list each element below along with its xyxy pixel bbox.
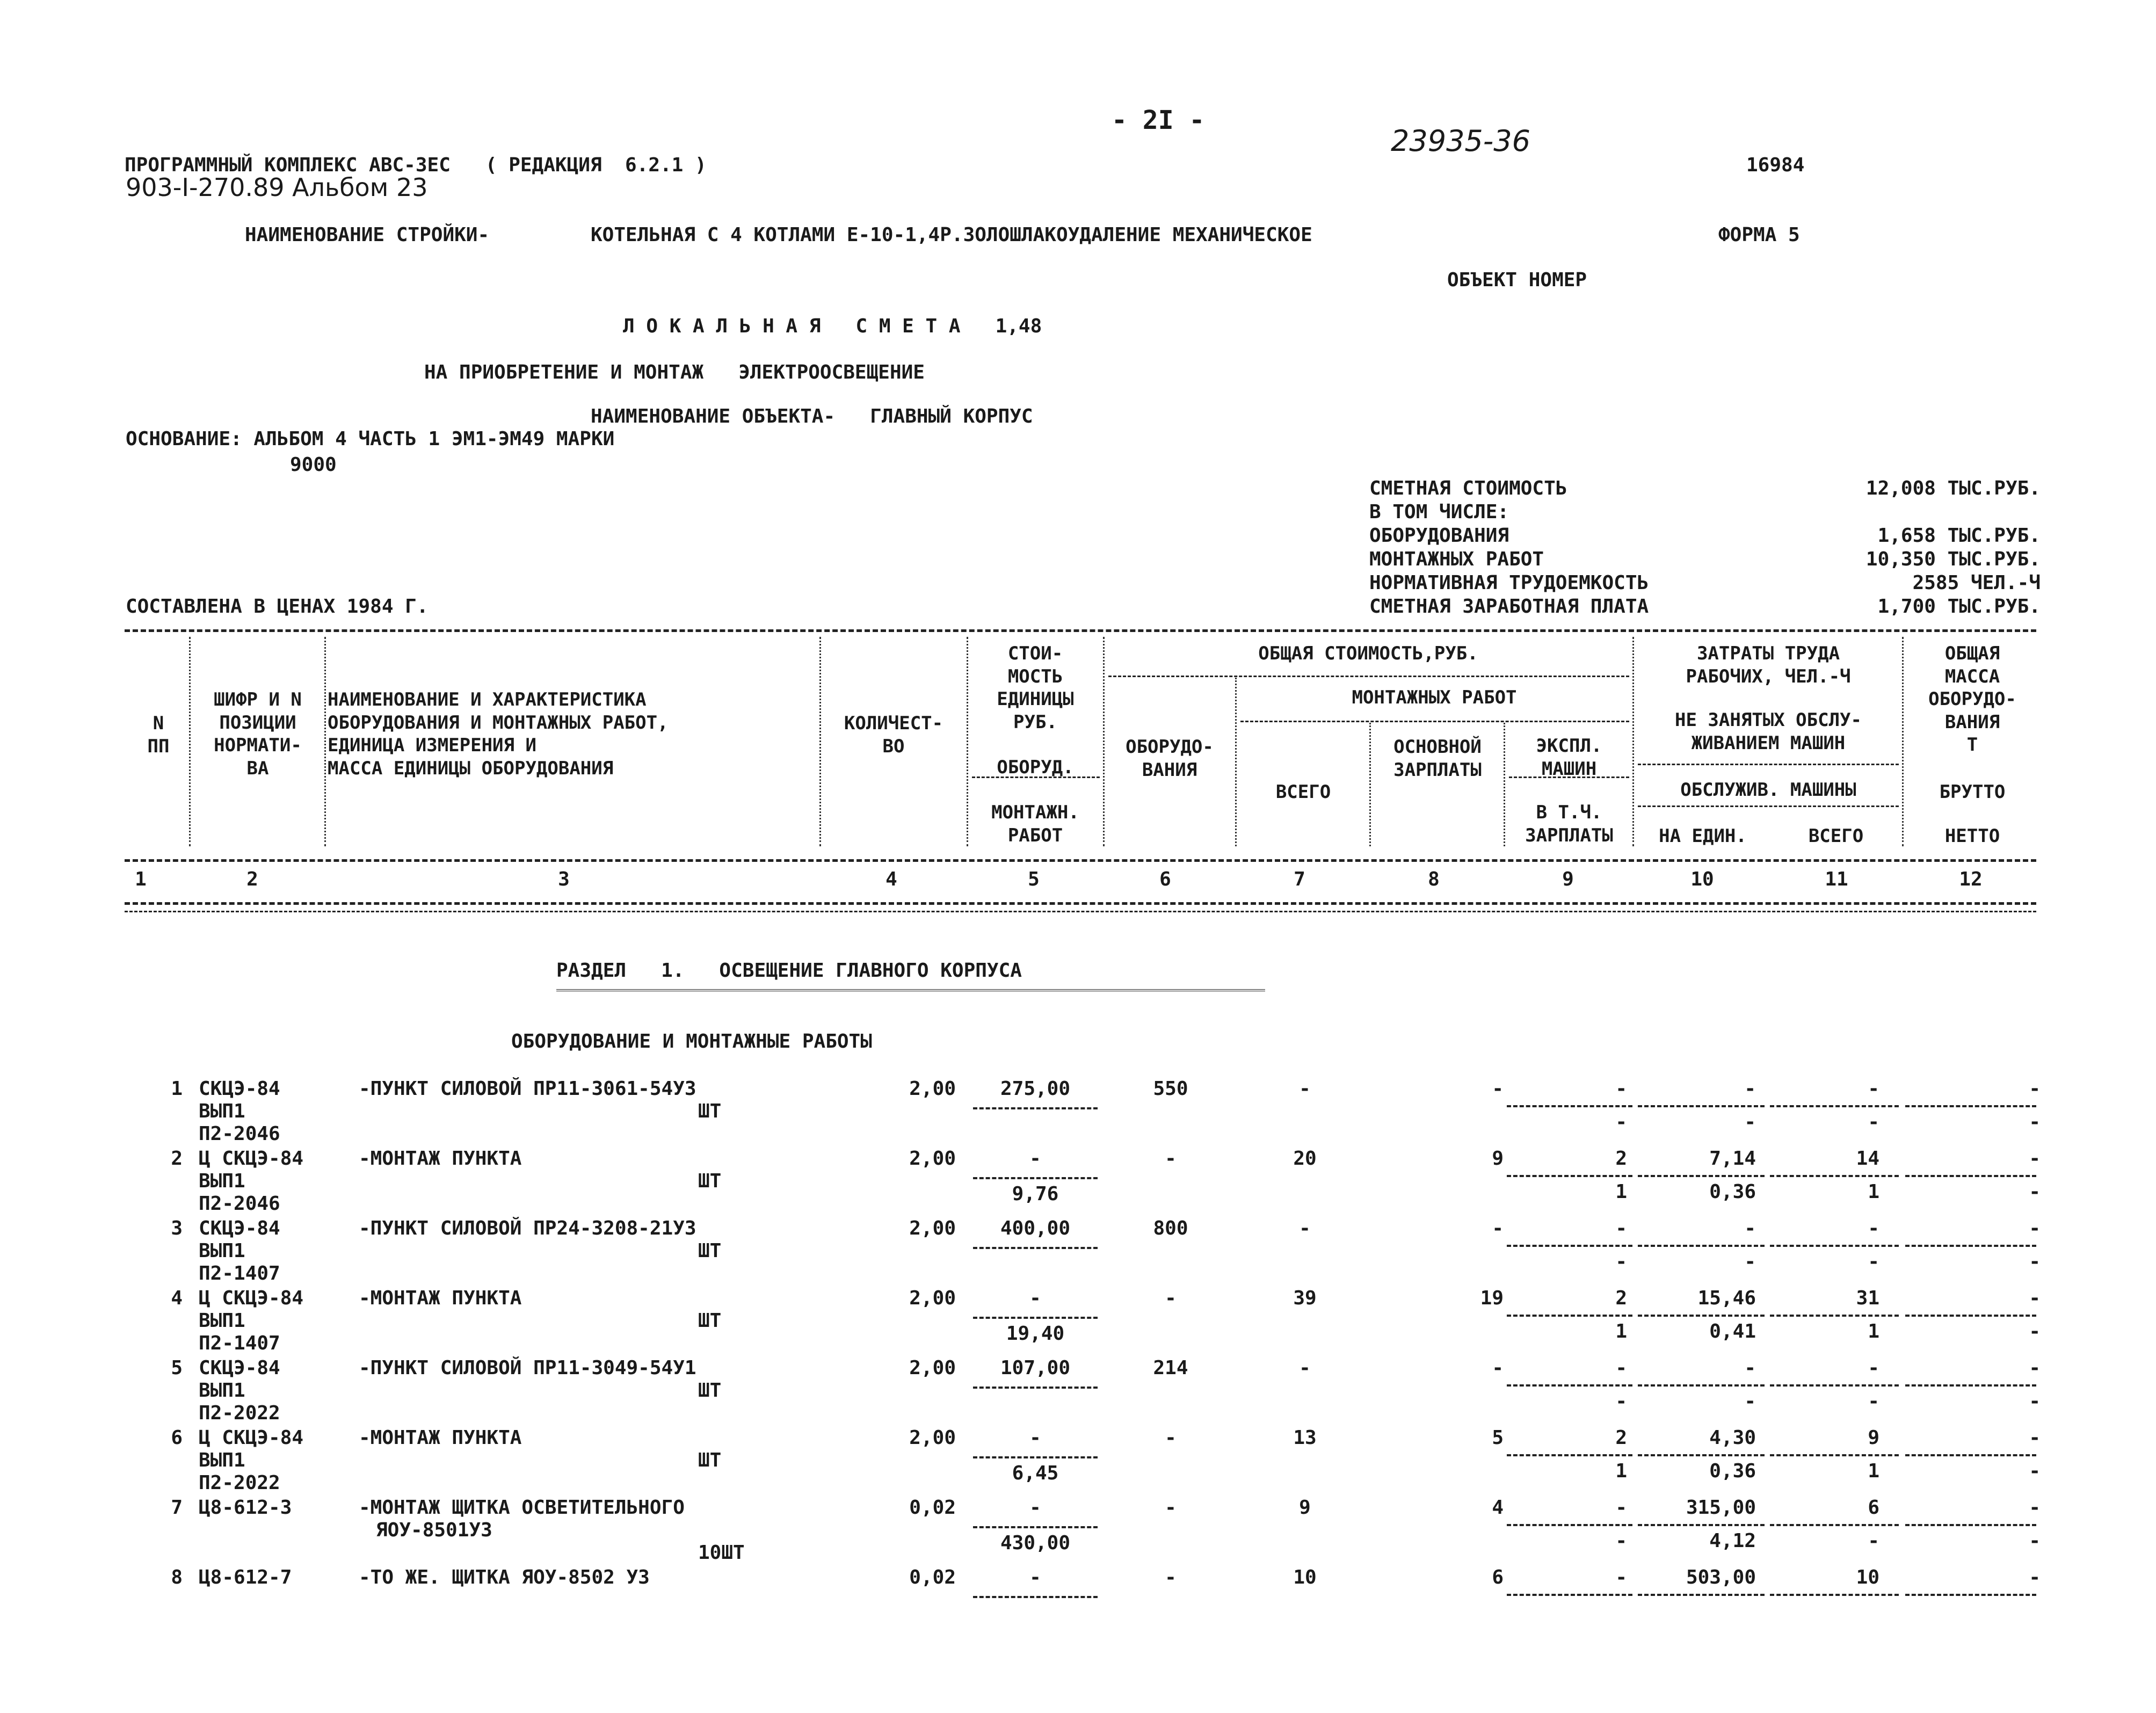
norm-code-line2: ВЫП1 — [199, 1380, 245, 1402]
norm-code: Ц СКЦЭ-84 — [199, 1427, 304, 1449]
header-col-11: ВСЕГО — [1808, 825, 1864, 847]
section-underline — [556, 989, 1265, 991]
column-number: 9 — [1562, 868, 1574, 890]
form-label: ФОРМА 5 — [1718, 224, 1800, 246]
labor-per-unit-machine: 0,36 — [1709, 1181, 1756, 1203]
item-name: -МОНТАЖ ПУНКТА — [359, 1287, 522, 1309]
column-number: 3 — [558, 868, 570, 890]
item-name: -ПУНКТ СИЛОВОЙ ПР11-3061-54У3 — [359, 1078, 696, 1100]
cost-install-total: 10 — [1293, 1566, 1317, 1588]
unit-price-install: 19,40 — [1006, 1323, 1065, 1345]
header-col-9-title: ЭКСПЛ. МАШИН — [1536, 735, 1602, 780]
mass-net: - — [2029, 1460, 2041, 1482]
quantity: 0,02 — [909, 1566, 956, 1588]
norm-code-line2: ВЫП1 — [199, 1100, 245, 1122]
header-top-rule — [125, 629, 2036, 632]
summary-value: 1,700 ТЫС.РУБ. — [1877, 596, 2041, 618]
cost-basic-wage: 6 — [1492, 1566, 1504, 1588]
labor-total: 14 — [1856, 1148, 1879, 1170]
column-number: 4 — [885, 868, 897, 890]
labor-total-machine: - — [1868, 1111, 1879, 1133]
norm-code-line2: ВЫП1 — [199, 1170, 245, 1192]
labor-total: - — [1868, 1217, 1879, 1239]
program-line: ПРОГРАММНЫЙ КОМПЛЕКС АВС-3ЕС ( РЕДАКЦИЯ 6.2.1 ) — [125, 154, 707, 176]
row-number: 4 — [171, 1287, 183, 1309]
cell-divider — [1770, 1245, 1899, 1247]
mass-net: - — [2029, 1530, 2041, 1552]
mass-gross: - — [2029, 1148, 2041, 1170]
cell-divider — [1770, 1454, 1899, 1456]
item-name: -ПУНКТ СИЛОВОЙ ПР24-3208-21У3 — [359, 1217, 696, 1239]
unit-price-install: 6,45 — [1012, 1462, 1059, 1484]
labor-total: - — [1868, 1078, 1879, 1100]
cell-divider — [973, 1177, 1098, 1179]
cost-machinery: - — [1615, 1357, 1627, 1379]
mass-gross: - — [2029, 1078, 2041, 1100]
header-labor-sub2: ОБСЛУЖИВ. МАШИНЫ — [1680, 779, 1856, 801]
basis-line-2: 9000 — [290, 454, 337, 476]
cost-equipment: - — [1165, 1566, 1177, 1588]
labor-total: - — [1868, 1357, 1879, 1379]
summary-value: 10,350 ТЫС.РУБ. — [1865, 548, 2041, 570]
cost-machinery-wage: - — [1615, 1251, 1627, 1273]
summary-label: ОБОРУДОВАНИЯ — [1369, 525, 1509, 547]
cell-divider — [1905, 1105, 2036, 1107]
unit-price-install: 9,76 — [1012, 1183, 1059, 1205]
cost-basic-wage: 19 — [1480, 1287, 1504, 1309]
unit-price-equip: 400,00 — [1000, 1217, 1071, 1239]
object-number: ОБЪЕКТ НОМЕР — [1447, 269, 1587, 291]
labor-total: 6 — [1868, 1497, 1879, 1519]
cell-divider — [973, 1596, 1098, 1598]
cell-divider — [1638, 1384, 1765, 1387]
basis-line-1: ОСНОВАНИЕ: АЛЬБОМ 4 ЧАСТЬ 1 ЭМ1-ЭМ49 МАРКИ — [126, 428, 615, 450]
labor-per-unit-machine: 0,41 — [1709, 1320, 1756, 1342]
header-group-labor: ЗАТРАТЫ ТРУДА РАБОЧИХ, ЧЕЛ.-Ч — [1686, 643, 1851, 687]
norm-code: Ц8-612-7 — [199, 1566, 292, 1588]
header-col-2: ШИФР И N ПОЗИЦИИ НОРМАТИ- ВА — [214, 689, 302, 779]
summary-label: МОНТАЖНЫХ РАБОТ — [1369, 548, 1544, 570]
cell-divider — [1770, 1175, 1899, 1177]
column-number: 8 — [1428, 868, 1440, 890]
column-number: 2 — [246, 868, 258, 890]
quantity: 2,00 — [909, 1148, 956, 1170]
labor-total-machine: 1 — [1868, 1460, 1879, 1482]
unit-price-equip: - — [1029, 1148, 1041, 1170]
labor-total: 31 — [1856, 1287, 1879, 1309]
labor-per-unit-machine: 0,36 — [1709, 1460, 1756, 1482]
cost-install-total: 9 — [1299, 1497, 1311, 1519]
mass-net: - — [2029, 1390, 2041, 1412]
header-col-9-wage: В Т.Ч. ЗАРПЛАТЫ — [1525, 802, 1613, 846]
labor-total-machine: - — [1868, 1390, 1879, 1412]
cell-divider — [1770, 1315, 1899, 1317]
cell-divider — [1770, 1524, 1899, 1526]
cost-install-total: 20 — [1293, 1148, 1317, 1170]
norm-code-line3: П2-2046 — [199, 1123, 280, 1145]
summary-label: В ТОМ ЧИСЛЕ: — [1369, 501, 1509, 523]
cell-divider — [1905, 1384, 2036, 1387]
item-name: -МОНТАЖ ЩИТКА ОСВЕТИТЕЛЬНОГО — [359, 1497, 685, 1519]
header-col-6: ОБОРУДО- ВАНИЯ — [1126, 736, 1214, 781]
mass-gross: - — [2029, 1497, 2041, 1519]
norm-code: СКЦЭ-84 — [199, 1217, 280, 1239]
row-number: 3 — [171, 1217, 183, 1239]
row-number: 7 — [171, 1497, 183, 1519]
summary-label: СМЕТНАЯ ЗАРАБОТНАЯ ПЛАТА — [1369, 596, 1649, 618]
cost-machinery: 2 — [1615, 1287, 1627, 1309]
summary-label: НОРМАТИВНАЯ ТРУДОЕМКОСТЬ — [1369, 572, 1649, 594]
cell-divider — [1507, 1454, 1632, 1456]
labor-total: 9 — [1868, 1427, 1879, 1449]
header-col-4: КОЛИЧЕСТ- ВО — [844, 713, 943, 757]
mass-gross: - — [2029, 1287, 2041, 1309]
cost-basic-wage: - — [1492, 1357, 1504, 1379]
cost-machinery: - — [1615, 1497, 1627, 1519]
cell-divider — [973, 1387, 1098, 1389]
cell-divider — [1638, 1594, 1765, 1596]
norm-code: Ц СКЦЭ-84 — [199, 1287, 304, 1309]
section-title: РАЗДЕЛ 1. ОСВЕЩЕНИЕ ГЛАВНОГО КОРПУСА — [556, 960, 1022, 982]
cell-divider — [1507, 1245, 1632, 1247]
cost-machinery-wage: 1 — [1615, 1181, 1627, 1203]
cost-equipment: - — [1165, 1287, 1177, 1309]
item-name: -ПУНКТ СИЛОВОЙ ПР11-3049-54У1 — [359, 1357, 696, 1379]
row-number: 2 — [171, 1148, 183, 1170]
item-unit: ШТ — [698, 1240, 722, 1262]
row-number: 1 — [171, 1078, 183, 1100]
unit-price-equip: 275,00 — [1000, 1078, 1071, 1100]
cost-install-total: - — [1299, 1217, 1311, 1239]
header-labor-sub1: НЕ ЗАНЯТЫХ ОБСЛУ- ЖИВАНИЕМ МАШИН — [1675, 709, 1862, 754]
cell-divider — [1507, 1175, 1632, 1177]
summary-value: 2585 ЧЕЛ.-Ч — [1912, 572, 2041, 594]
item-unit: 10ШТ — [698, 1542, 745, 1564]
quantity: 2,00 — [909, 1287, 956, 1309]
norm-code-line2: ВЫП1 — [199, 1449, 245, 1471]
header-col-8: ОСНОВНОЙ ЗАРПЛАТЫ — [1393, 736, 1482, 781]
cost-basic-wage: - — [1492, 1078, 1504, 1100]
labor-total-machine: - — [1868, 1530, 1879, 1552]
labor-per-unit-machine: - — [1744, 1111, 1756, 1133]
cost-equipment: - — [1165, 1148, 1177, 1170]
cost-basic-wage: 4 — [1492, 1497, 1504, 1519]
construction-label: НАИМЕНОВАНИЕ СТРОЙКИ- — [245, 224, 490, 246]
header-col-1: N ПП — [147, 713, 170, 757]
mass-gross: - — [2029, 1427, 2041, 1449]
labor-per-unit: 7,14 — [1709, 1148, 1756, 1170]
cell-divider — [1507, 1105, 1632, 1107]
cell-divider — [1770, 1384, 1899, 1387]
header-col-3: НАИМЕНОВАНИЕ И ХАРАКТЕРИСТИКА ОБОРУДОВАНИЯ И МОНТАЖНЫХ РАБОТ, ЕДИНИЦА ИЗМЕРЕНИЯ И МАССА ЕДИНИЦЫ ОБОРУДОВАНИЯ — [328, 689, 669, 779]
cost-machinery-wage: 1 — [1615, 1460, 1627, 1482]
construction-value: КОТЕЛЬНАЯ С 4 КОТЛАМИ Е-10-1,4Р.ЗОЛОШЛАКОУДАЛЕНИЕ МЕХАНИЧЕСКОЕ — [591, 224, 1312, 246]
cost-basic-wage: 5 — [1492, 1427, 1504, 1449]
norm-code: Ц8-612-3 — [199, 1497, 292, 1519]
cost-machinery: - — [1615, 1078, 1627, 1100]
header-col-12: ОБЩАЯ МАССА ОБОРУДО- ВАНИЯ Т — [1928, 643, 2016, 756]
cell-divider — [1905, 1245, 2036, 1247]
norm-code-line3: П2-2046 — [199, 1193, 280, 1215]
header-col-5-equip: ОБОРУД. — [997, 757, 1074, 778]
column-number: 1 — [135, 868, 147, 890]
item-unit: ШТ — [698, 1449, 722, 1471]
estimate-title: Л О К А Л Ь Н А Я С М Е Т А 1,48 — [623, 315, 1042, 337]
cost-machinery: 2 — [1615, 1148, 1627, 1170]
norm-code-line3: П2-1407 — [199, 1332, 280, 1354]
labor-total-machine: 1 — [1868, 1181, 1879, 1203]
cost-install-total: 13 — [1293, 1427, 1317, 1449]
unit-price-equip: - — [1029, 1427, 1041, 1449]
cell-divider — [973, 1526, 1098, 1528]
cell-divider — [1905, 1454, 2036, 1456]
norm-code-line3: П2-2022 — [199, 1402, 280, 1424]
header-col-5-title: СТОИ- МОСТЬ ЕДИНИЦЫ РУБ. — [997, 643, 1074, 733]
cost-basic-wage: 9 — [1492, 1148, 1504, 1170]
cell-divider — [1638, 1315, 1765, 1317]
cost-install-total: 39 — [1293, 1287, 1317, 1309]
cost-machinery: 2 — [1615, 1427, 1627, 1449]
header-col-7: ВСЕГО — [1275, 781, 1331, 803]
item-name: -ТО ЖЕ. ЩИТКА ЯОУ-8502 У3 — [359, 1566, 650, 1588]
column-number: 10 — [1690, 868, 1714, 890]
norm-code-line3: П2-2022 — [199, 1472, 280, 1494]
quantity: 2,00 — [909, 1357, 956, 1379]
norm-code: СКЦЭ-84 — [199, 1078, 280, 1100]
page-number: - 2I - — [1112, 105, 1205, 135]
unit-price-equip: - — [1029, 1287, 1041, 1309]
labor-per-unit-machine: 4,12 — [1709, 1530, 1756, 1552]
cell-divider — [1770, 1594, 1899, 1596]
column-number: 11 — [1825, 868, 1848, 890]
cost-basic-wage: - — [1492, 1217, 1504, 1239]
cell-divider — [1905, 1594, 2036, 1596]
mass-gross: - — [2029, 1357, 2041, 1379]
column-number: 7 — [1294, 868, 1305, 890]
norm-code: Ц СКЦЭ-84 — [199, 1148, 304, 1170]
cell-divider — [1638, 1175, 1765, 1177]
item-unit: ШТ — [698, 1380, 722, 1402]
norm-code-line2: ВЫП1 — [199, 1240, 245, 1262]
header-group-install: МОНТАЖНЫХ РАБОТ — [1352, 687, 1517, 708]
cell-divider — [973, 1456, 1098, 1458]
row-number: 8 — [171, 1566, 183, 1588]
unit-price-equip: 107,00 — [1000, 1357, 1071, 1379]
cell-divider — [1638, 1105, 1765, 1107]
norm-code-line2: ВЫП1 — [199, 1310, 245, 1332]
summary-value: 12,008 ТЫС.РУБ. — [1865, 477, 2041, 499]
column-number: 5 — [1028, 868, 1040, 890]
column-number: 12 — [1959, 868, 1983, 890]
row-number: 5 — [171, 1357, 183, 1379]
summary-block — [1369, 479, 2041, 621]
cell-divider — [1770, 1105, 1899, 1107]
album-reference: 903-I-270.89 Альбом 23 — [126, 173, 428, 202]
object-name: НАИМЕНОВАНИЕ ОБЪЕКТА- ГЛАВНЫЙ КОРПУС — [591, 405, 1033, 427]
cell-divider — [1905, 1315, 2036, 1317]
cell-divider — [973, 1317, 1098, 1319]
handwritten-stamp: 23935-36 — [1391, 124, 1530, 158]
cost-machinery-wage: - — [1615, 1111, 1627, 1133]
mass-net: - — [2029, 1181, 2041, 1203]
cost-machinery: - — [1615, 1566, 1627, 1588]
cost-machinery-wage: 1 — [1615, 1320, 1627, 1342]
item-unit: ШТ — [698, 1170, 722, 1192]
summary-label: СМЕТНАЯ СТОИМОСТЬ — [1369, 477, 1567, 499]
header-col-10: НА ЕДИН. — [1659, 825, 1747, 847]
cost-equipment: - — [1165, 1497, 1177, 1519]
labor-per-unit-machine: - — [1744, 1390, 1756, 1412]
cell-divider — [973, 1247, 1098, 1249]
labor-per-unit: 315,00 — [1686, 1497, 1756, 1519]
cell-divider — [1507, 1315, 1632, 1317]
mass-net: - — [2029, 1320, 2041, 1342]
mass-net: - — [2029, 1111, 2041, 1133]
cost-equipment: 550 — [1153, 1078, 1188, 1100]
cost-equipment: 800 — [1153, 1217, 1188, 1239]
cell-divider — [1638, 1454, 1765, 1456]
labor-total: 10 — [1856, 1566, 1879, 1588]
cell-divider — [1507, 1594, 1632, 1596]
cost-machinery: - — [1615, 1217, 1627, 1239]
mass-gross: - — [2029, 1217, 2041, 1239]
norm-code: СКЦЭ-84 — [199, 1357, 280, 1379]
cell-divider — [973, 1107, 1098, 1109]
cell-divider — [1507, 1384, 1632, 1387]
cost-install-total: - — [1299, 1357, 1311, 1379]
summary-value: 1,658 ТЫС.РУБ. — [1877, 525, 2041, 547]
header-col-12-gross: БРУТТО — [1939, 781, 2006, 803]
estimate-subtitle: НА ПРИОБРЕТЕНИЕ И МОНТАЖ ЭЛЕКТРООСВЕЩЕНИЕ — [424, 361, 925, 383]
unit-price-install: 430,00 — [1000, 1532, 1071, 1554]
quantity: 2,00 — [909, 1427, 956, 1449]
row-number: 6 — [171, 1427, 183, 1449]
section-subtitle: ОБОРУДОВАНИЕ И МОНТАЖНЫЕ РАБОТЫ — [511, 1030, 872, 1053]
labor-per-unit: - — [1744, 1357, 1756, 1379]
labor-per-unit: - — [1744, 1078, 1756, 1100]
header-col-5-install: МОНТАЖН. РАБОТ — [991, 802, 1079, 846]
header-col-12-net: НЕТТО — [1944, 825, 2000, 847]
cell-divider — [1905, 1524, 2036, 1526]
mass-net: - — [2029, 1251, 2041, 1273]
quantity: 0,02 — [909, 1497, 956, 1519]
cell-divider — [1638, 1245, 1765, 1247]
labor-per-unit: 4,30 — [1709, 1427, 1756, 1449]
labor-per-unit: 503,00 — [1686, 1566, 1756, 1588]
cell-divider — [1507, 1524, 1632, 1526]
unit-price-equip: - — [1029, 1566, 1041, 1588]
cost-machinery-wage: - — [1615, 1390, 1627, 1412]
unit-price-equip: - — [1029, 1497, 1041, 1519]
compiled-prices: СОСТАВЛЕНА В ЦЕНАХ 1984 Г. — [126, 596, 429, 618]
mass-gross: - — [2029, 1566, 2041, 1588]
labor-per-unit: - — [1744, 1217, 1756, 1239]
labor-per-unit: 15,46 — [1697, 1287, 1756, 1309]
cost-equipment: - — [1165, 1427, 1177, 1449]
document-code: 16984 — [1746, 154, 1805, 176]
quantity: 2,00 — [909, 1217, 956, 1239]
item-name: -МОНТАЖ ПУНКТА — [359, 1427, 522, 1449]
cost-install-total: - — [1299, 1078, 1311, 1100]
cell-divider — [1905, 1175, 2036, 1177]
cost-machinery-wage: - — [1615, 1530, 1627, 1552]
column-number: 6 — [1159, 868, 1171, 890]
norm-code-line3: П2-1407 — [199, 1262, 280, 1284]
labor-per-unit-machine: - — [1744, 1251, 1756, 1273]
item-unit: ШТ — [698, 1310, 722, 1332]
cell-divider — [1638, 1524, 1765, 1526]
quantity: 2,00 — [909, 1078, 956, 1100]
item-name: -МОНТАЖ ПУНКТА — [359, 1148, 522, 1170]
header-group-total: ОБЩАЯ СТОИМОСТЬ,РУБ. — [1258, 643, 1478, 664]
item-unit: ШТ — [698, 1100, 722, 1122]
labor-total-machine: - — [1868, 1251, 1879, 1273]
labor-total-machine: 1 — [1868, 1320, 1879, 1342]
item-name-line2: ЯОУ-8501У3 — [376, 1519, 492, 1541]
cost-equipment: 214 — [1153, 1357, 1188, 1379]
